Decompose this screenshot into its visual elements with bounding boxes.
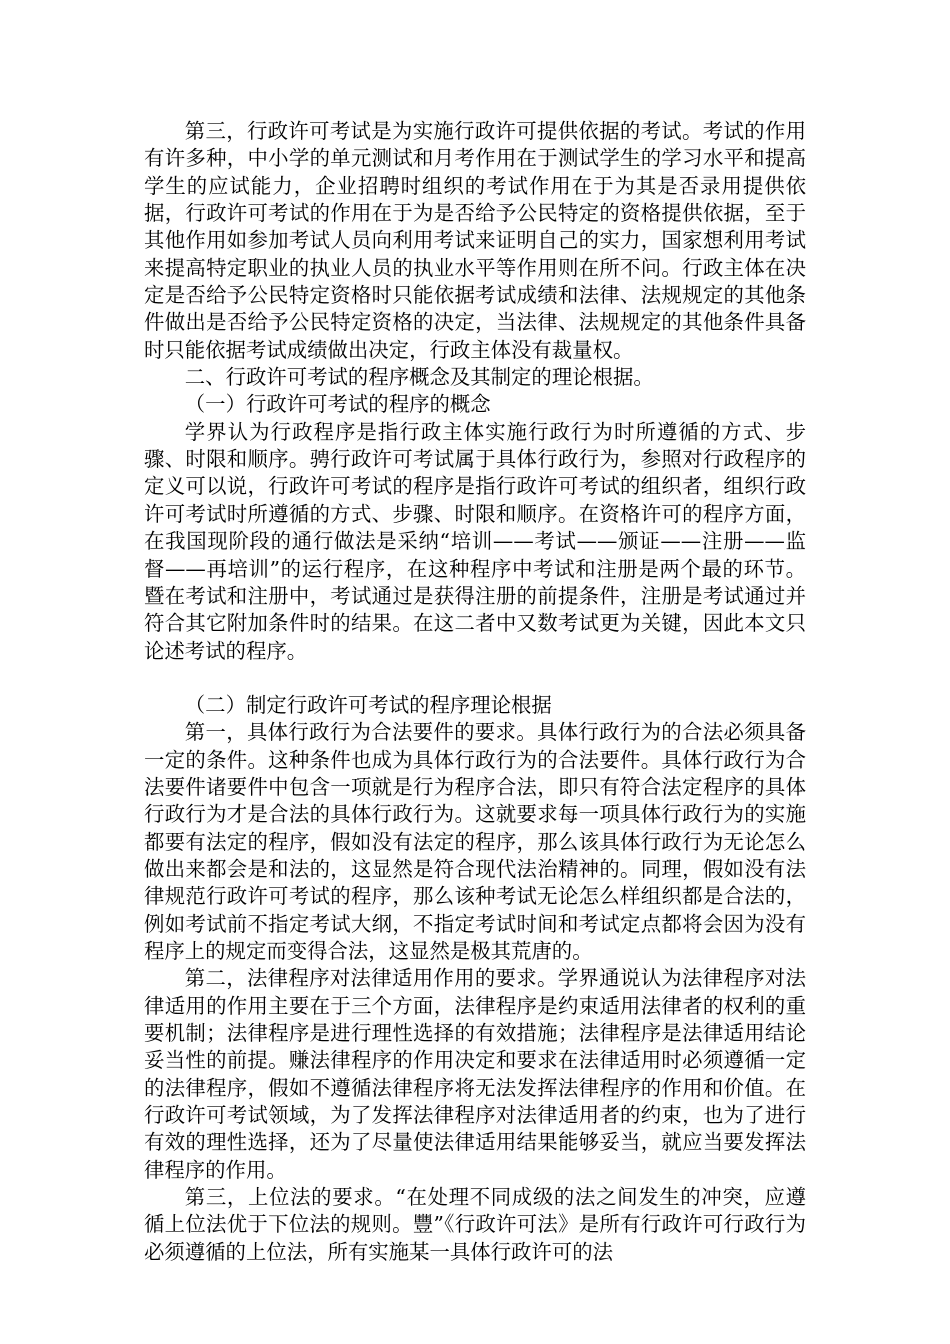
subsection-heading-theory: （二）制定行政许可考试的程序理论根据: [184, 692, 552, 717]
document-page: [144, 118, 806, 1266]
blank-line: [144, 665, 806, 692]
paragraph-exam-basis: 第三，行政许可考试是为实施行政许可提供依据的考试。考试的作用有许多种，中小学的单元测试和月考作用在于测试学生的学习水平和提高学生的应试能力，企业招聘时组织的考试作用在于为其是否录用提供依据，行政许可考试的作用在于为是否给予公民特定的资格提供依据，至于其他作用如参加考试人员向利用考试来证明自己的实力，国家想利用考试来提高特定职业的执业人员的执业水平等作用则在所不问。行政主体在决定是否给予公民特定资格时只能依据考试成绩和法律、法规规定的其他条件做出是否给予公民特定资格的决定，当法律、法规规定的其他条件具备时只能依据考试成绩做出决定，行政主体没有裁量权。: [144, 119, 806, 362]
paragraph-procedure-concept: 学界认为行政程序是指行政主体实施行政行为时所遵循的方式、步骤、时限和顺序。骋行政许可考试属于具体行政行为，参照对行政程序的定义可以说，行政许可考试的程序是指行政许可考试的组织者，组织行政许可考试时所遵循的方式、步骤、时限和顺序。在资格许可的程序方面，在我国现阶段的通行做法是采纳“培训——考试——颁证——注册——监督——再培训”的运行程序，在这种程序中考试和注册是两个最的环节。暨在考试和注册中，考试通过是获得注册的前提条件，注册是考试通过并符合其它附加条件时的结果。在这二者中又数考试更为关键，因此本文只论述考试的程序。: [144, 419, 807, 663]
subsection-heading-concept: （一）行政许可考试的程序的概念: [184, 392, 491, 417]
paragraph-legal-procedure: 第二，法律程序对法律适用作用的要求。学界通说认为法律程序对法律适用的作用主要在于三个方面，法律程序是约束适用法律者的权利的重要机制；法律程序是进行理性选择的有效措施；法律程序是法律适用结论妥当性的前提。赚法律程序的作用决定和要求在法律适用时必须遵循一定的法律程序，假如不遵循法律程序将无法发挥法律程序的作用和价值。在行政许可考试领域，为了发挥法律程序对法律适用者的约束，也为了进行有效的理性选择，还为了尽量使法律适用结果能够妥当，就应当要发挥法律程序的作用。: [144, 966, 806, 1182]
paragraph-legal-requirements: 第一，具体行政行为合法要件的要求。具体行政行为的合法必须具备一定的条件。这种条件也成为具体行政行为的合法要件。具体行政行为合法要件诸要件中包含一项就是行为程序合法，即只有符合法定程序的具体行政行为才是合法的具体行政行为。这就要求每一项具体行政行为的实施都要有法定的程序，假如没有法定的程序，那么该具体行政行为无论怎么做出来都会是和法的，这显然是符合现代法治精神的。同理，假如没有法律规范行政许可考试的程序，那么该种考试无论怎么样组织都是合法的，例如考试前不指定考试大纲，不指定考试时间和考试定点都将会因为没有程序上的规定而变得合法，这显然是极其荒唐的。: [144, 720, 806, 963]
paragraph-superior-law: 第三，上位法的要求。“在处理不同成级的法之间发生的冲突，应遵循上位法优于下位法的规则。豐”《行政许可法》是所有行政许可行政行为必须遵循的上位法，所有实施某一具体行政许可的法: [144, 1185, 806, 1264]
section-heading-2: 二、行政许可考试的程序概念及其制定的理论根据。: [184, 365, 654, 390]
